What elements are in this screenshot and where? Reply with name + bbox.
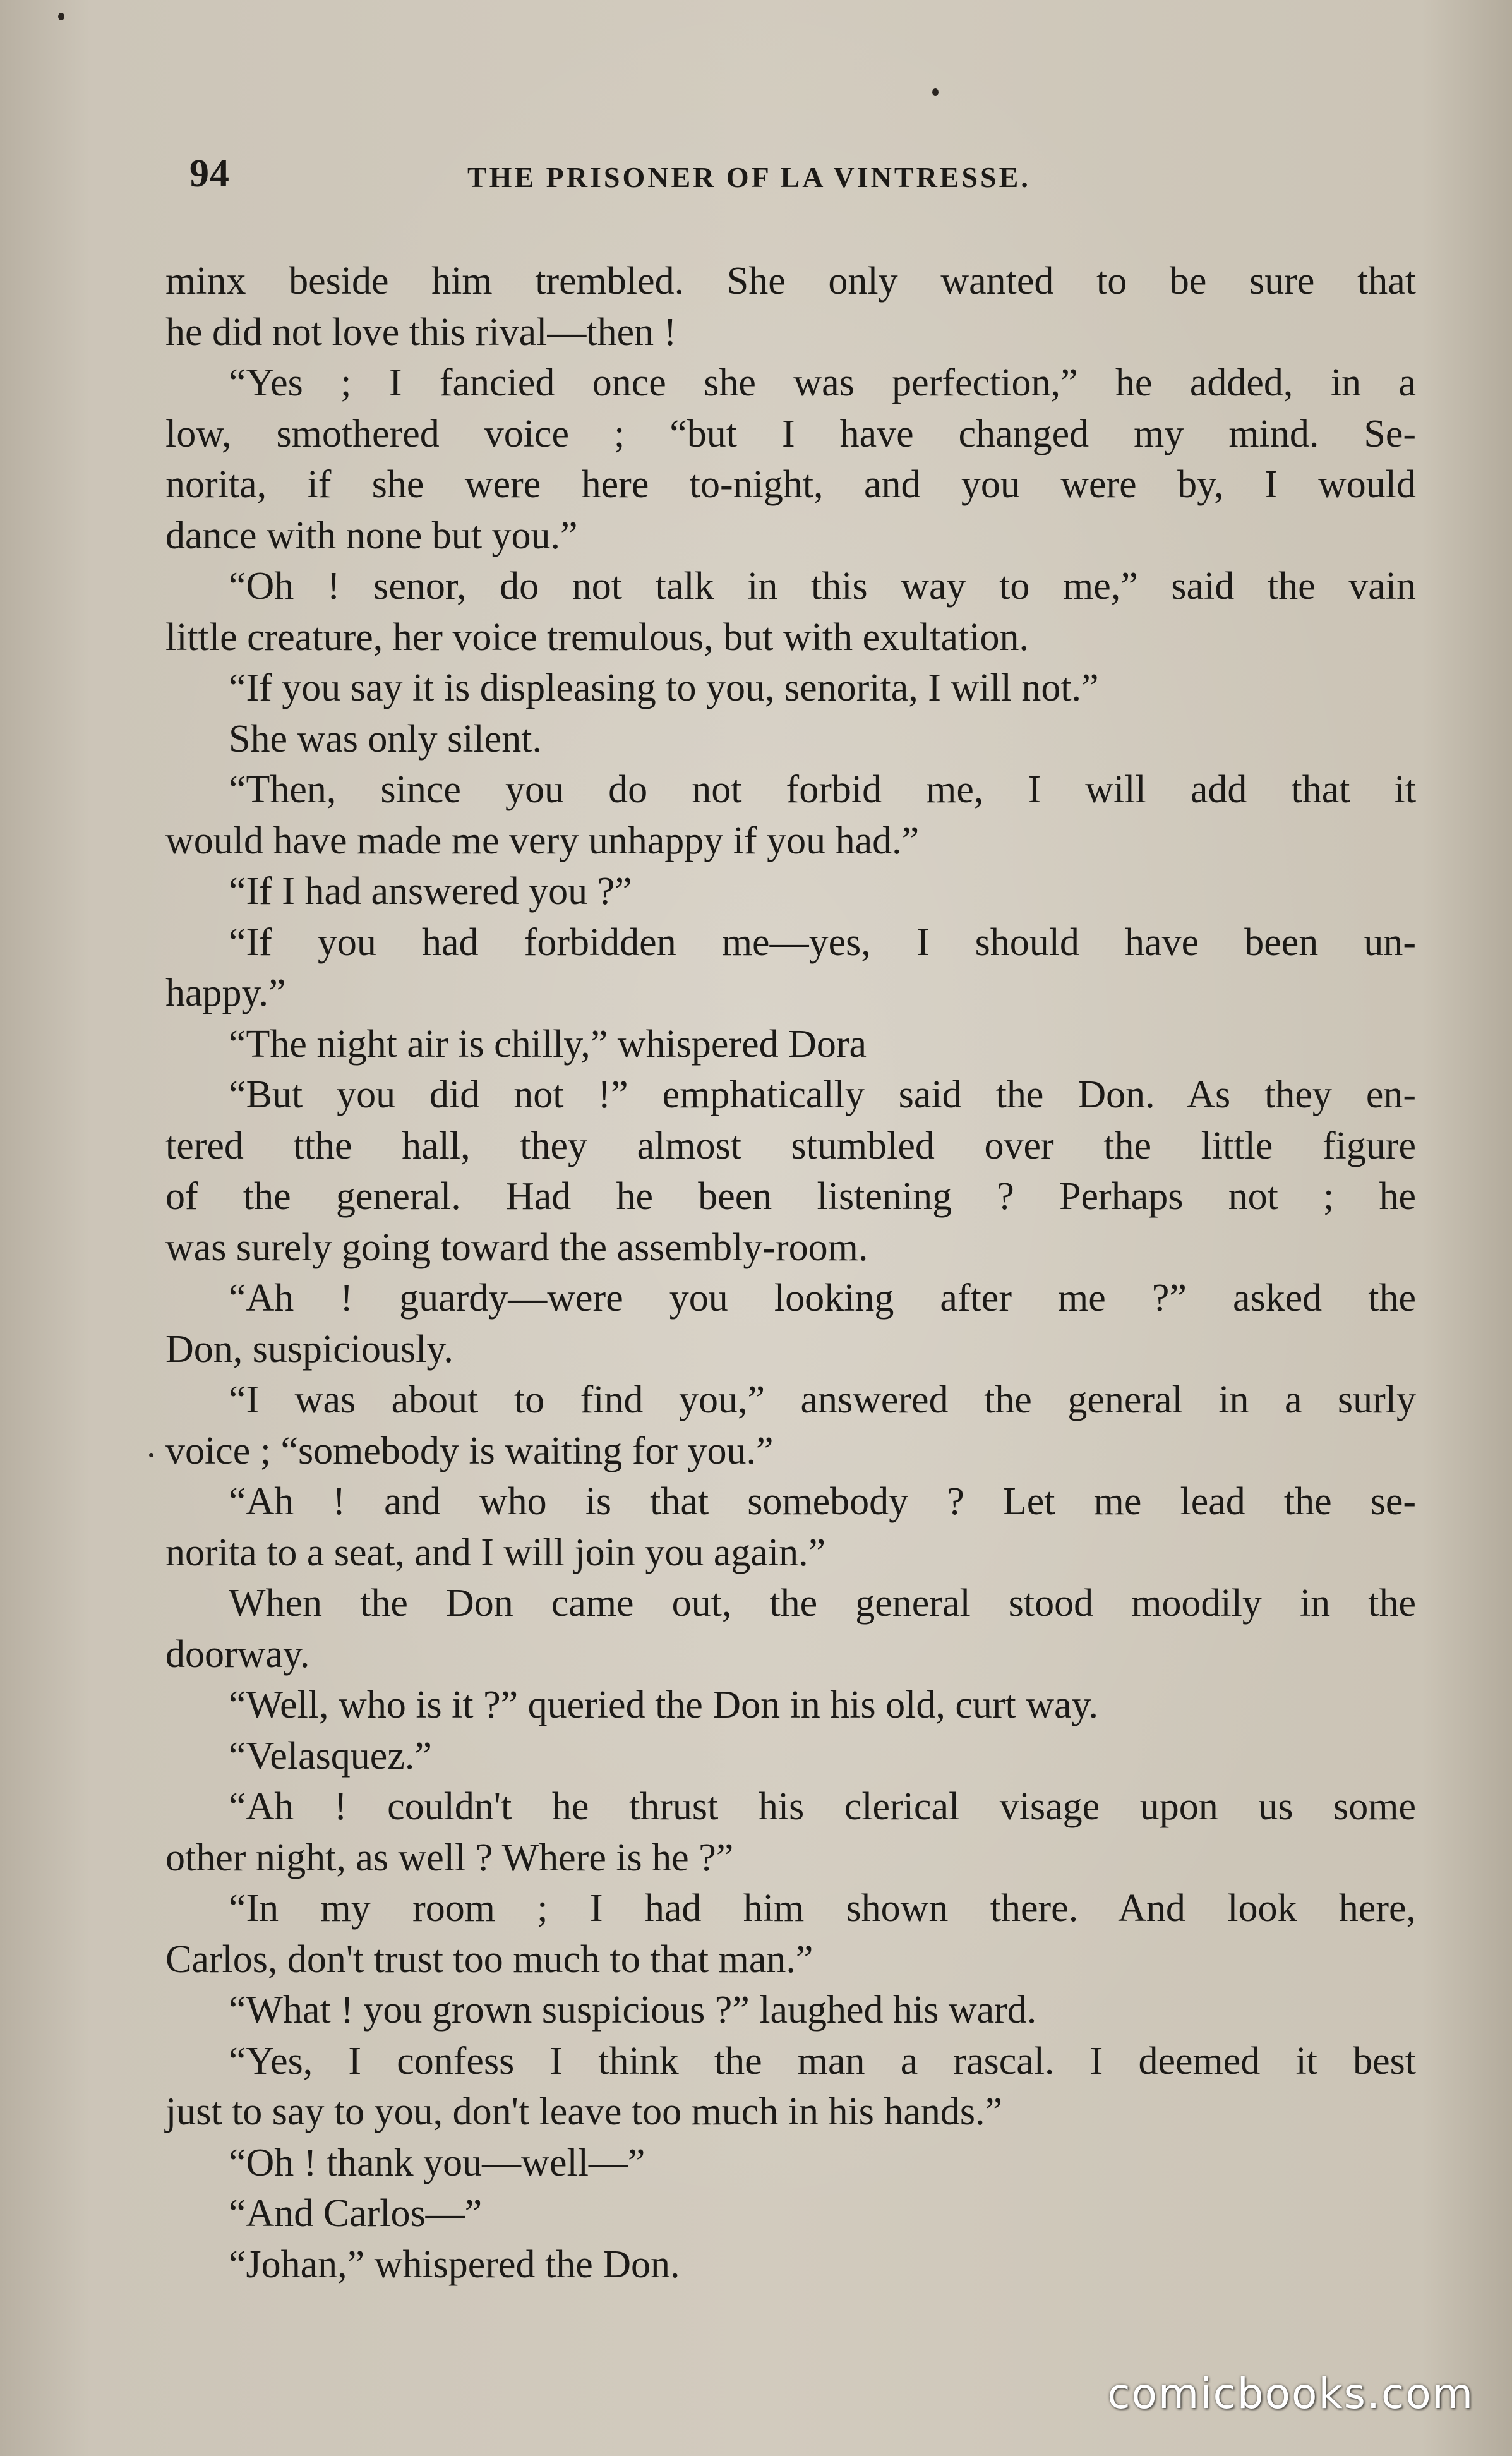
text-line: “Ah ! couldn't he thrust his clerical visage upon us some	[229, 1785, 1416, 1828]
text-line: low, smothered voice ; “but I have changed my mind. Se-	[165, 412, 1416, 455]
text-line: “But you did not !” emphatically said the Don. As they en-	[229, 1073, 1416, 1116]
text-line: She was only silent.	[229, 717, 542, 761]
text-line: “I was about to find you,” answered the general in a surly	[229, 1378, 1416, 1421]
text-line: tered tthe hall, they almost stumbled over the little figure	[165, 1124, 1416, 1167]
text-line: “If you had forbidden me—yes, I should have been un-	[229, 920, 1416, 964]
text-line: dance with none but you.”	[165, 514, 578, 557]
text-line: “If you say it is displeasing to you, senorita, I will not.”	[229, 666, 1099, 709]
text-line: “Velasquez.”	[229, 1734, 432, 1778]
text-line: “Yes ; I fancied once she was perfection,” he added, in a	[229, 361, 1416, 404]
running-title: THE PRISONER OF LA VINTRESSE.	[467, 161, 1031, 193]
text-line: “What ! you grown suspicious ?” laughed his ward.	[229, 1989, 1037, 2032]
text-line: “Well, who is it ?” queried the Don in his old, curt way.	[229, 1683, 1099, 1726]
text-line: “The night air is chilly,” whispered Dora	[229, 1022, 867, 1066]
text-line: “In my room ; I had him shown there. And look here,	[229, 1887, 1416, 1930]
text-line: just to say to you, don't leave too much in his hands.”	[165, 2090, 1003, 2133]
text-line: “Ah ! and who is that somebody ? Let me lead the se-	[229, 1480, 1416, 1523]
text-line: Carlos, don't trust too much to that man.”	[165, 1937, 813, 1981]
text-line: doorway.	[165, 1632, 310, 1676]
text-line: minx beside him trembled. She only wanted to be sure that	[165, 260, 1416, 303]
text-line: norita, if she were here to-night, and you were by, I would	[165, 463, 1416, 506]
text-line: little creature, her voice tremulous, but with exultation.	[165, 615, 1029, 659]
text-line: “If I had answered you ?”	[229, 870, 632, 913]
ink-speck	[932, 88, 939, 96]
text-line: Don, suspiciously.	[165, 1327, 453, 1371]
text-line: “Ah ! guardy—were you looking after me ?” asked the	[229, 1277, 1416, 1320]
text-line: voice ; “somebody is waiting for you.”	[165, 1429, 774, 1472]
text-line: “And Carlos—”	[229, 2192, 483, 2235]
text-line: he did not love this rival—then !	[165, 310, 677, 354]
page-header	[189, 152, 1427, 208]
ink-speck	[58, 13, 64, 20]
text-line: would have made me very unhappy if you had.”	[165, 819, 920, 862]
text-line: “Then, since you do not forbid me, I will add that it	[229, 768, 1416, 811]
text-line: other night, as well ? Where is he ?”	[165, 1836, 734, 1879]
watermark: comicbooks.com	[1107, 2369, 1474, 2418]
text-line: “Oh ! senor, do not talk in this way to me,” said the vain	[229, 565, 1416, 608]
text-line: was surely going toward the assembly-room.	[165, 1225, 868, 1269]
page-number: 94	[189, 152, 230, 195]
text-line: norita to a seat, and I will join you again.”	[165, 1531, 826, 1574]
text-line: When the Don came out, the general stood moodily in the	[229, 1582, 1416, 1625]
text-line: happy.”	[165, 972, 286, 1014]
text-line: “Johan,” whispered the Don.	[229, 2242, 680, 2286]
text-line: “Oh ! thank you—well—”	[229, 2141, 645, 2184]
text-line: “Yes, I confess I think the man a rascal. I deemed it best	[229, 2039, 1416, 2083]
text-line: of the general. Had he been listening ? Perhaps not ; he	[165, 1175, 1416, 1218]
body-text	[165, 256, 1416, 2290]
ink-speck	[149, 1453, 153, 1457]
